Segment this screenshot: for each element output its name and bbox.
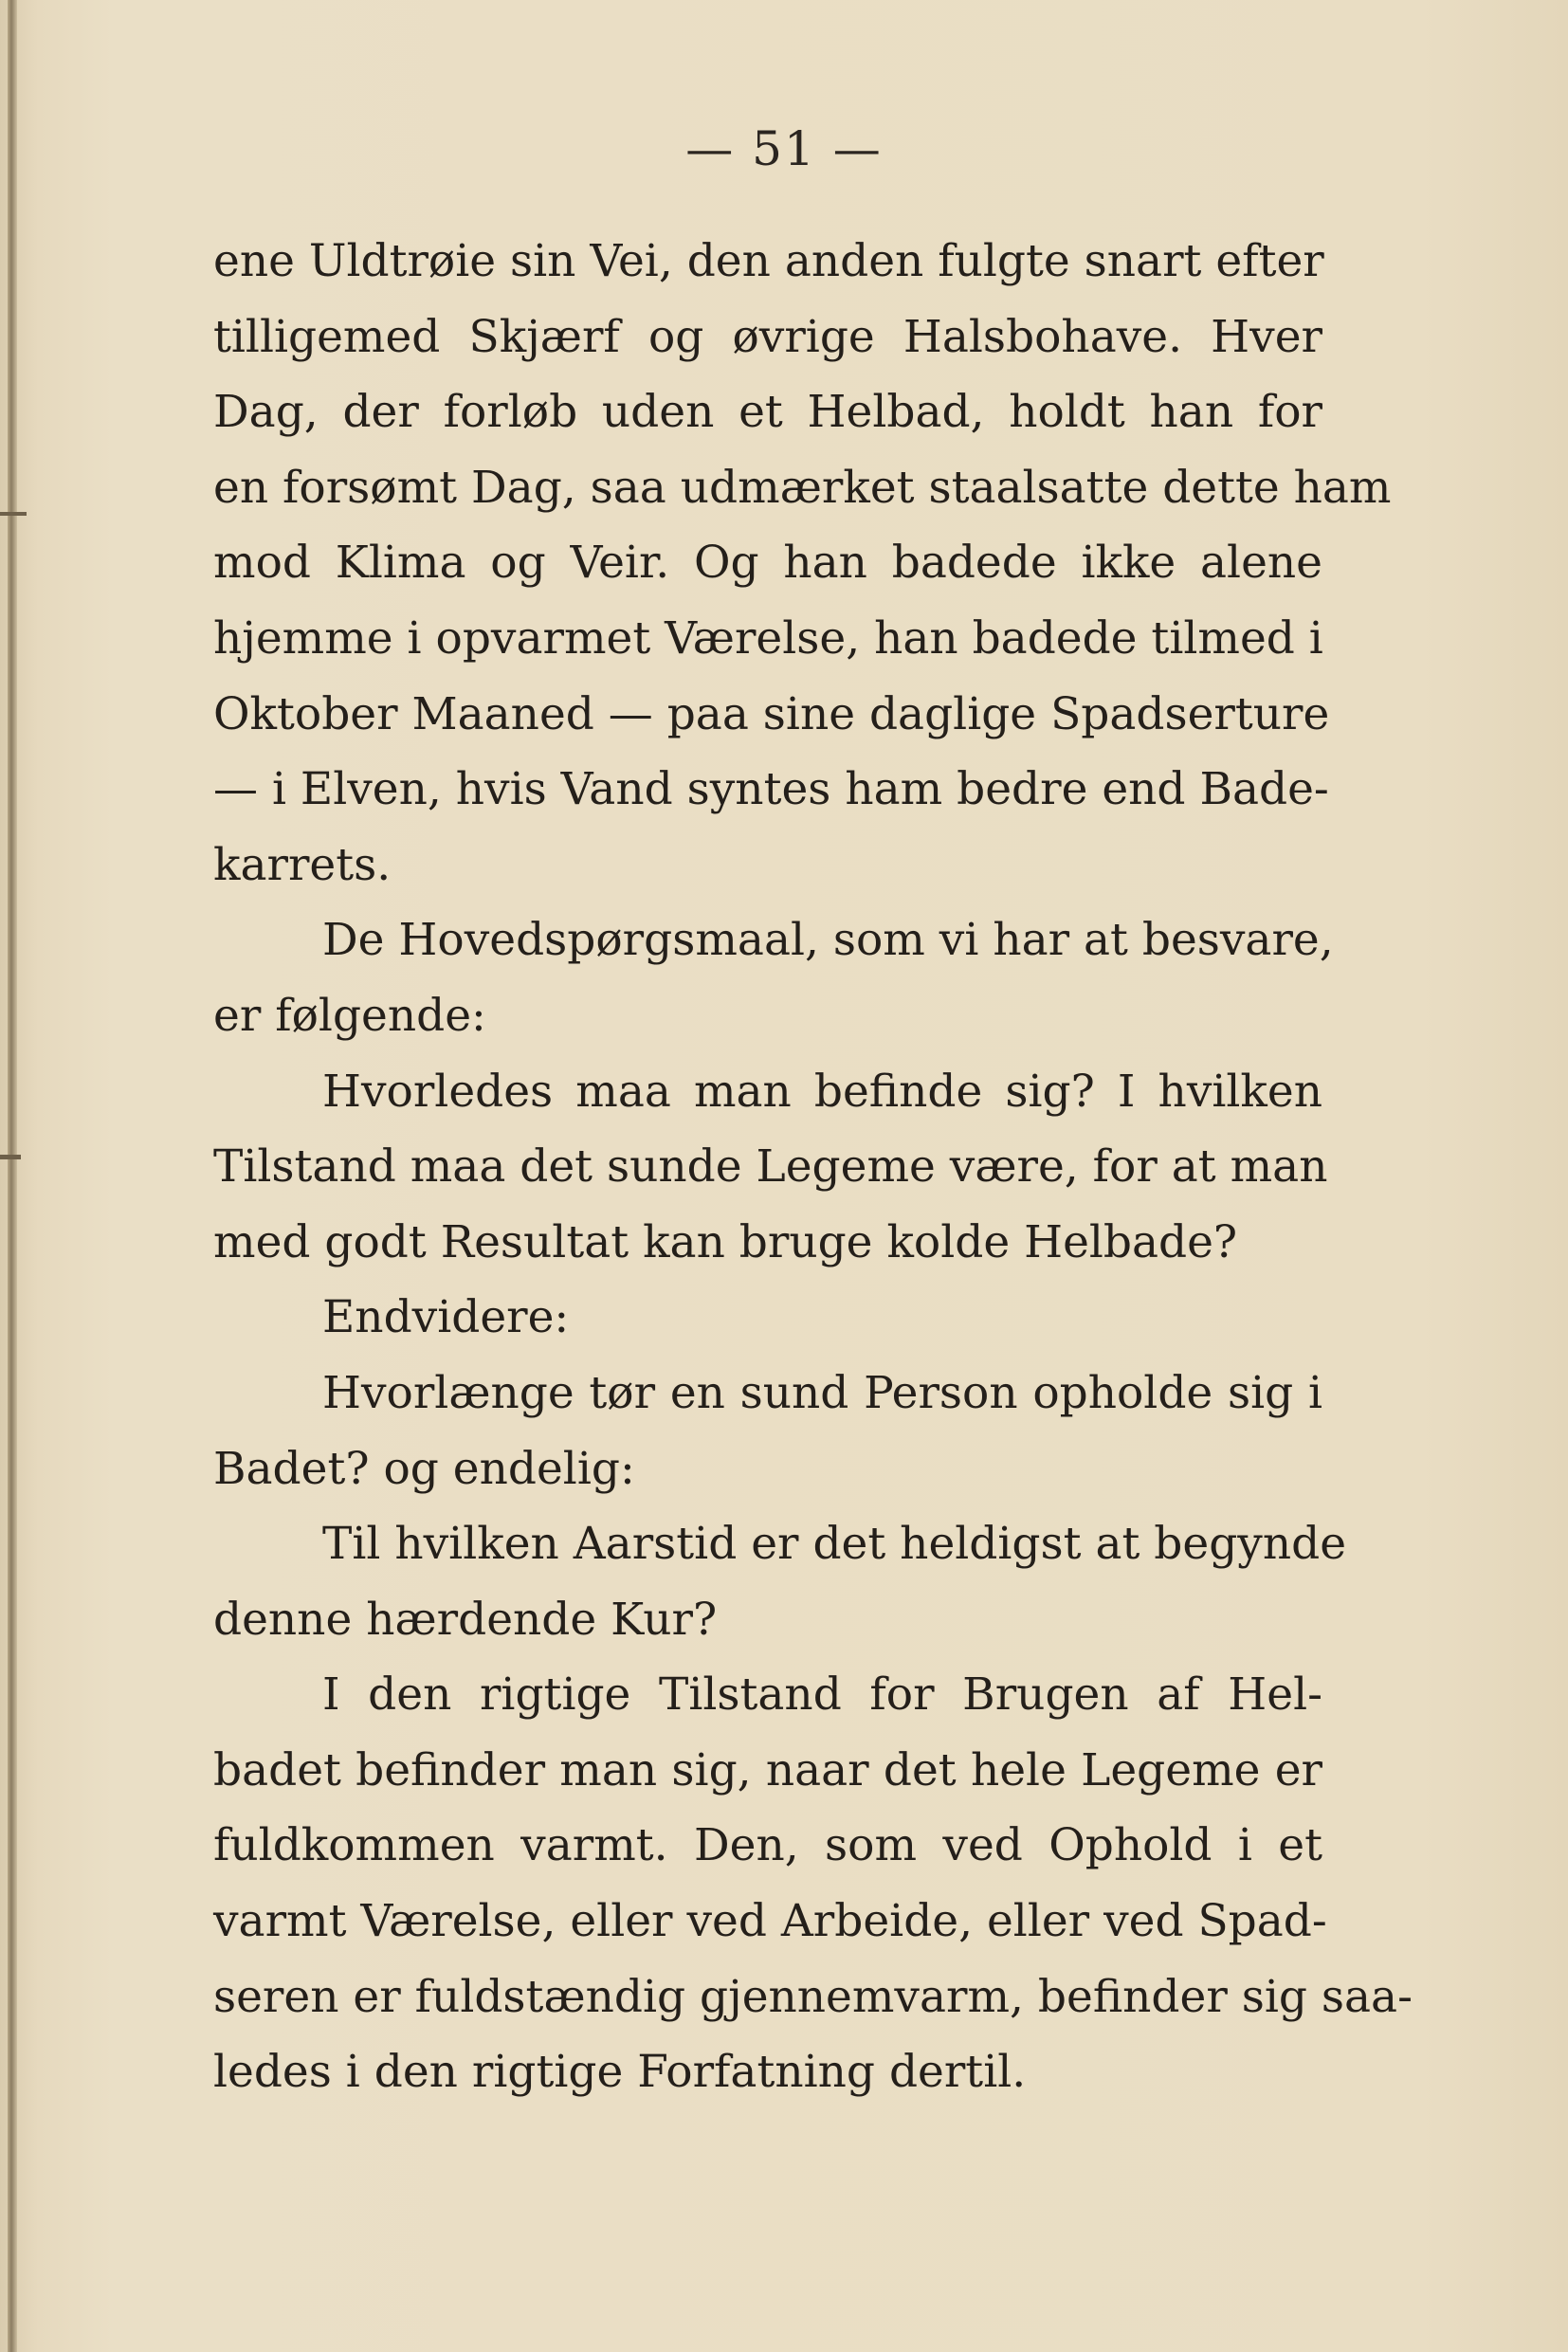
text-line: karrets.	[213, 838, 392, 891]
text-line: seren er fuldstændig gjennemvarm, befinder sig saa-	[213, 1970, 1413, 2023]
text-line: ene Uldtrøie sin Vei, den anden fulgte snart efter	[213, 235, 1324, 287]
text-line: De Hovedspørgsmaal, som vi har at besvare,	[322, 914, 1334, 967]
binding-gutter	[8, 0, 17, 2352]
text-line: tilligemed Skjærf og øvrige Halsbohave. Hver	[213, 310, 1322, 363]
text-line: hjemme i opvarmet Værelse, han badede tilmed i	[213, 611, 1323, 665]
text-line: mod Klima og Veir. Og han badede ikke alene	[213, 537, 1322, 590]
text-line: — i Elven, hvis Vand syntes ham bedre end Bade-	[213, 763, 1329, 816]
page-number: — 51 —	[685, 121, 883, 176]
text-line: Hvorlænge tør en sund Person opholde sig i	[322, 1366, 1322, 1419]
text-line: Badet? og endelig:	[213, 1442, 635, 1495]
text-line: badet befinder man sig, naar det hele Legeme er	[213, 1743, 1322, 1796]
text-line: denne hærdende Kur?	[213, 1593, 718, 1646]
text-line: Oktober Maaned — paa sine daglige Spadserture	[213, 687, 1330, 740]
text-line: Til hvilken Aarstid er det heldigst at begynde	[322, 1518, 1347, 1571]
text-line: fuldkommen varmt. Den, som ved Ophold i et	[213, 1819, 1322, 1872]
text-line: I den rigtige Tilstand for Brugen af Hel-	[322, 1668, 1322, 1722]
text-line: en forsømt Dag, saa udmærket staalsatte dette ham	[213, 461, 1392, 514]
text-line: varmt Værelse, eller ved Arbeide, eller ved Spad-	[213, 1895, 1327, 1948]
text-line: er følgende:	[213, 989, 486, 1042]
text-line: med godt Resultat kan bruge kolde Helbade?	[213, 1215, 1238, 1268]
gutter-mark	[0, 1155, 21, 1159]
gutter-mark	[0, 512, 27, 516]
text-line: Endvidere:	[322, 1291, 570, 1344]
body-text	[213, 224, 1413, 2110]
text-line: Tilstand maa det sunde Legeme være, for at man	[213, 1140, 1328, 1194]
text-line: ledes i den rigtige Forfatning dertil.	[213, 2046, 1027, 2099]
text-line: Dag, der forløb uden et Helbad, holdt han for	[213, 386, 1322, 439]
text-line: Hvorledes maa man befinde sig? I hvilken	[322, 1065, 1322, 1118]
